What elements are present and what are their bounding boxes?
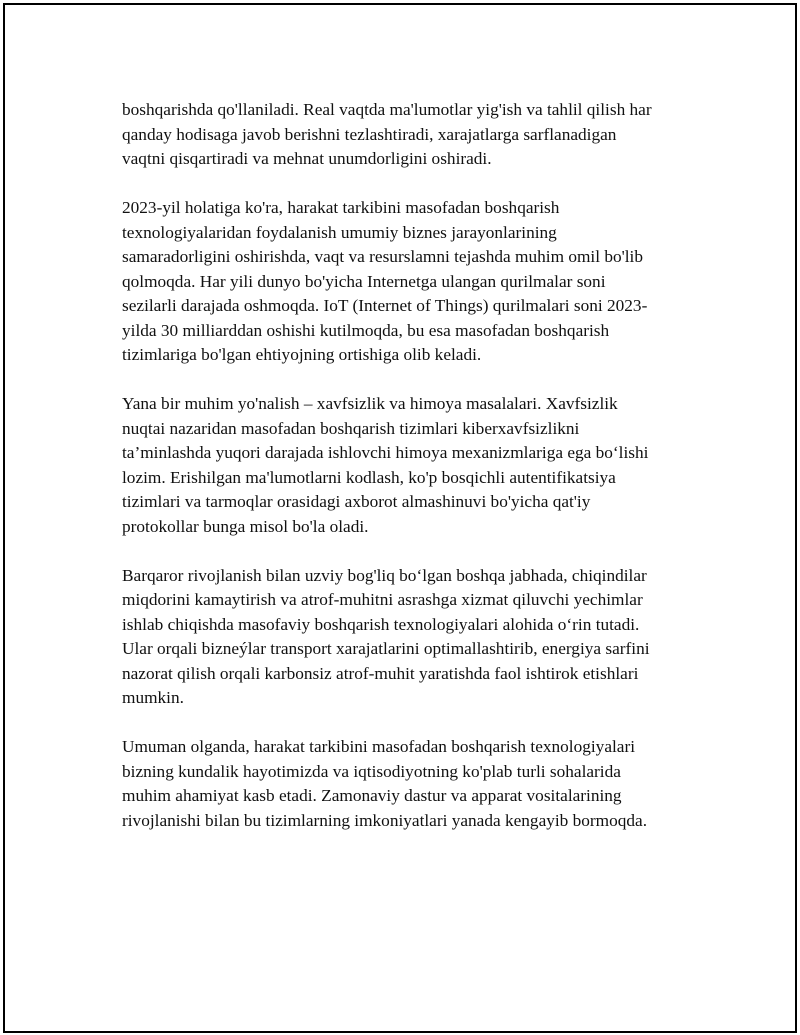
text-line: sezilarli darajada oshmoqda. IoT (Internet of Things) qurilmalari soni 2023- [122, 296, 648, 315]
text-line: ta’minlashda yuqori darajada ishlovchi himoya mexanizmlariga ega bo‘lishi [122, 443, 649, 462]
paragraph-4 [122, 564, 702, 711]
text-line: protokollar bunga misol bo'la oladi. [122, 516, 369, 536]
text-line: nazorat qilish orqali karbonsiz atrof-muhit yaratishda faol ishtirok etishlari [122, 663, 639, 683]
paragraph-1 [122, 98, 702, 172]
text-line: bizning kundalik hayotimizda va iqtisodiyotning ko'plab turli sohalarida [122, 761, 621, 781]
text-line: mumkin. [122, 688, 184, 707]
text-line: tizimlari va tarmoqlar orasidagi axborot almashinuvi bo'yicha qat'iy [122, 492, 591, 511]
text-line: Umuman olganda, harakat tarkibini masofadan boshqarish texnologiyalari [122, 737, 636, 756]
text-line: texnologiyalaridan foydalanish umumiy biznes jarayonlarining [122, 222, 557, 242]
text-line: vaqtni qisqartiradi va mehnat unumdorligini oshiradi. [122, 149, 492, 168]
text-line: tizimlariga bo'lgan ehtiyojning ortishiga olib keladi. [122, 345, 482, 364]
paragraph-2 [122, 196, 702, 368]
text-line: lozim. Erishilgan ma'lumotlarni kodlash, ko'p bosqichli autentifikatsiya [122, 467, 616, 487]
text-line: samaradorligini oshirishda, vaqt va resurslamni tejashda muhim omil bo'lib [122, 247, 643, 266]
document-body [122, 98, 702, 858]
text-line: qolmoqda. Har yili dunyo bo'yicha Internetga ulangan qurilmalar soni [122, 271, 606, 291]
paragraph-5 [122, 735, 702, 833]
text-line: boshqarishda qo'llaniladi. Real vaqtda ma'lumotlar yig'ish va tahlil qilish har [122, 100, 652, 119]
text-line: ishlab chiqishda masofaviy boshqarish texnologiyalari alohida o‘rin tutadi. [122, 614, 640, 634]
text-line: qanday hodisaga javob berishni tezlashtiradi, xarajatlarga sarflanadigan [122, 124, 617, 144]
text-line: Ular orqali bizneýlar transport xarajatlarini optimallashtirib, energiya sarfini [122, 639, 650, 658]
text-line: muhim ahamiyat kasb etadi. Zamonaviy dastur va apparat vositalarining [122, 786, 622, 805]
text-line: yilda 30 milliarddan oshishi kutilmoqda, bu esa masofadan boshqarish [122, 320, 610, 340]
text-line: 2023-yil holatiga ko'ra, harakat tarkibini masofadan boshqarish [122, 198, 560, 217]
text-line: Barqaror rivojlanish bilan uzviy bog'liq bo‘lgan boshqa jabhada, chiqindilar [122, 565, 647, 585]
text-line: miqdorini kamaytirish va atrof-muhitni asrashga xizmat qiluvchi yechimlar [122, 590, 643, 609]
paragraph-3 [122, 392, 702, 539]
page-frame [3, 3, 797, 1033]
text-line: nuqtai nazaridan masofadan boshqarish tizimlari kiberxavfsizlikni [122, 418, 580, 438]
text-line: rivojlanishi bilan bu tizimlarning imkoniyatlari yanada kengayib bormoqda. [122, 810, 648, 830]
text-line: Yana bir muhim yo'nalish – xavfsizlik va himoya masalalari. Xavfsizlik [122, 394, 618, 413]
